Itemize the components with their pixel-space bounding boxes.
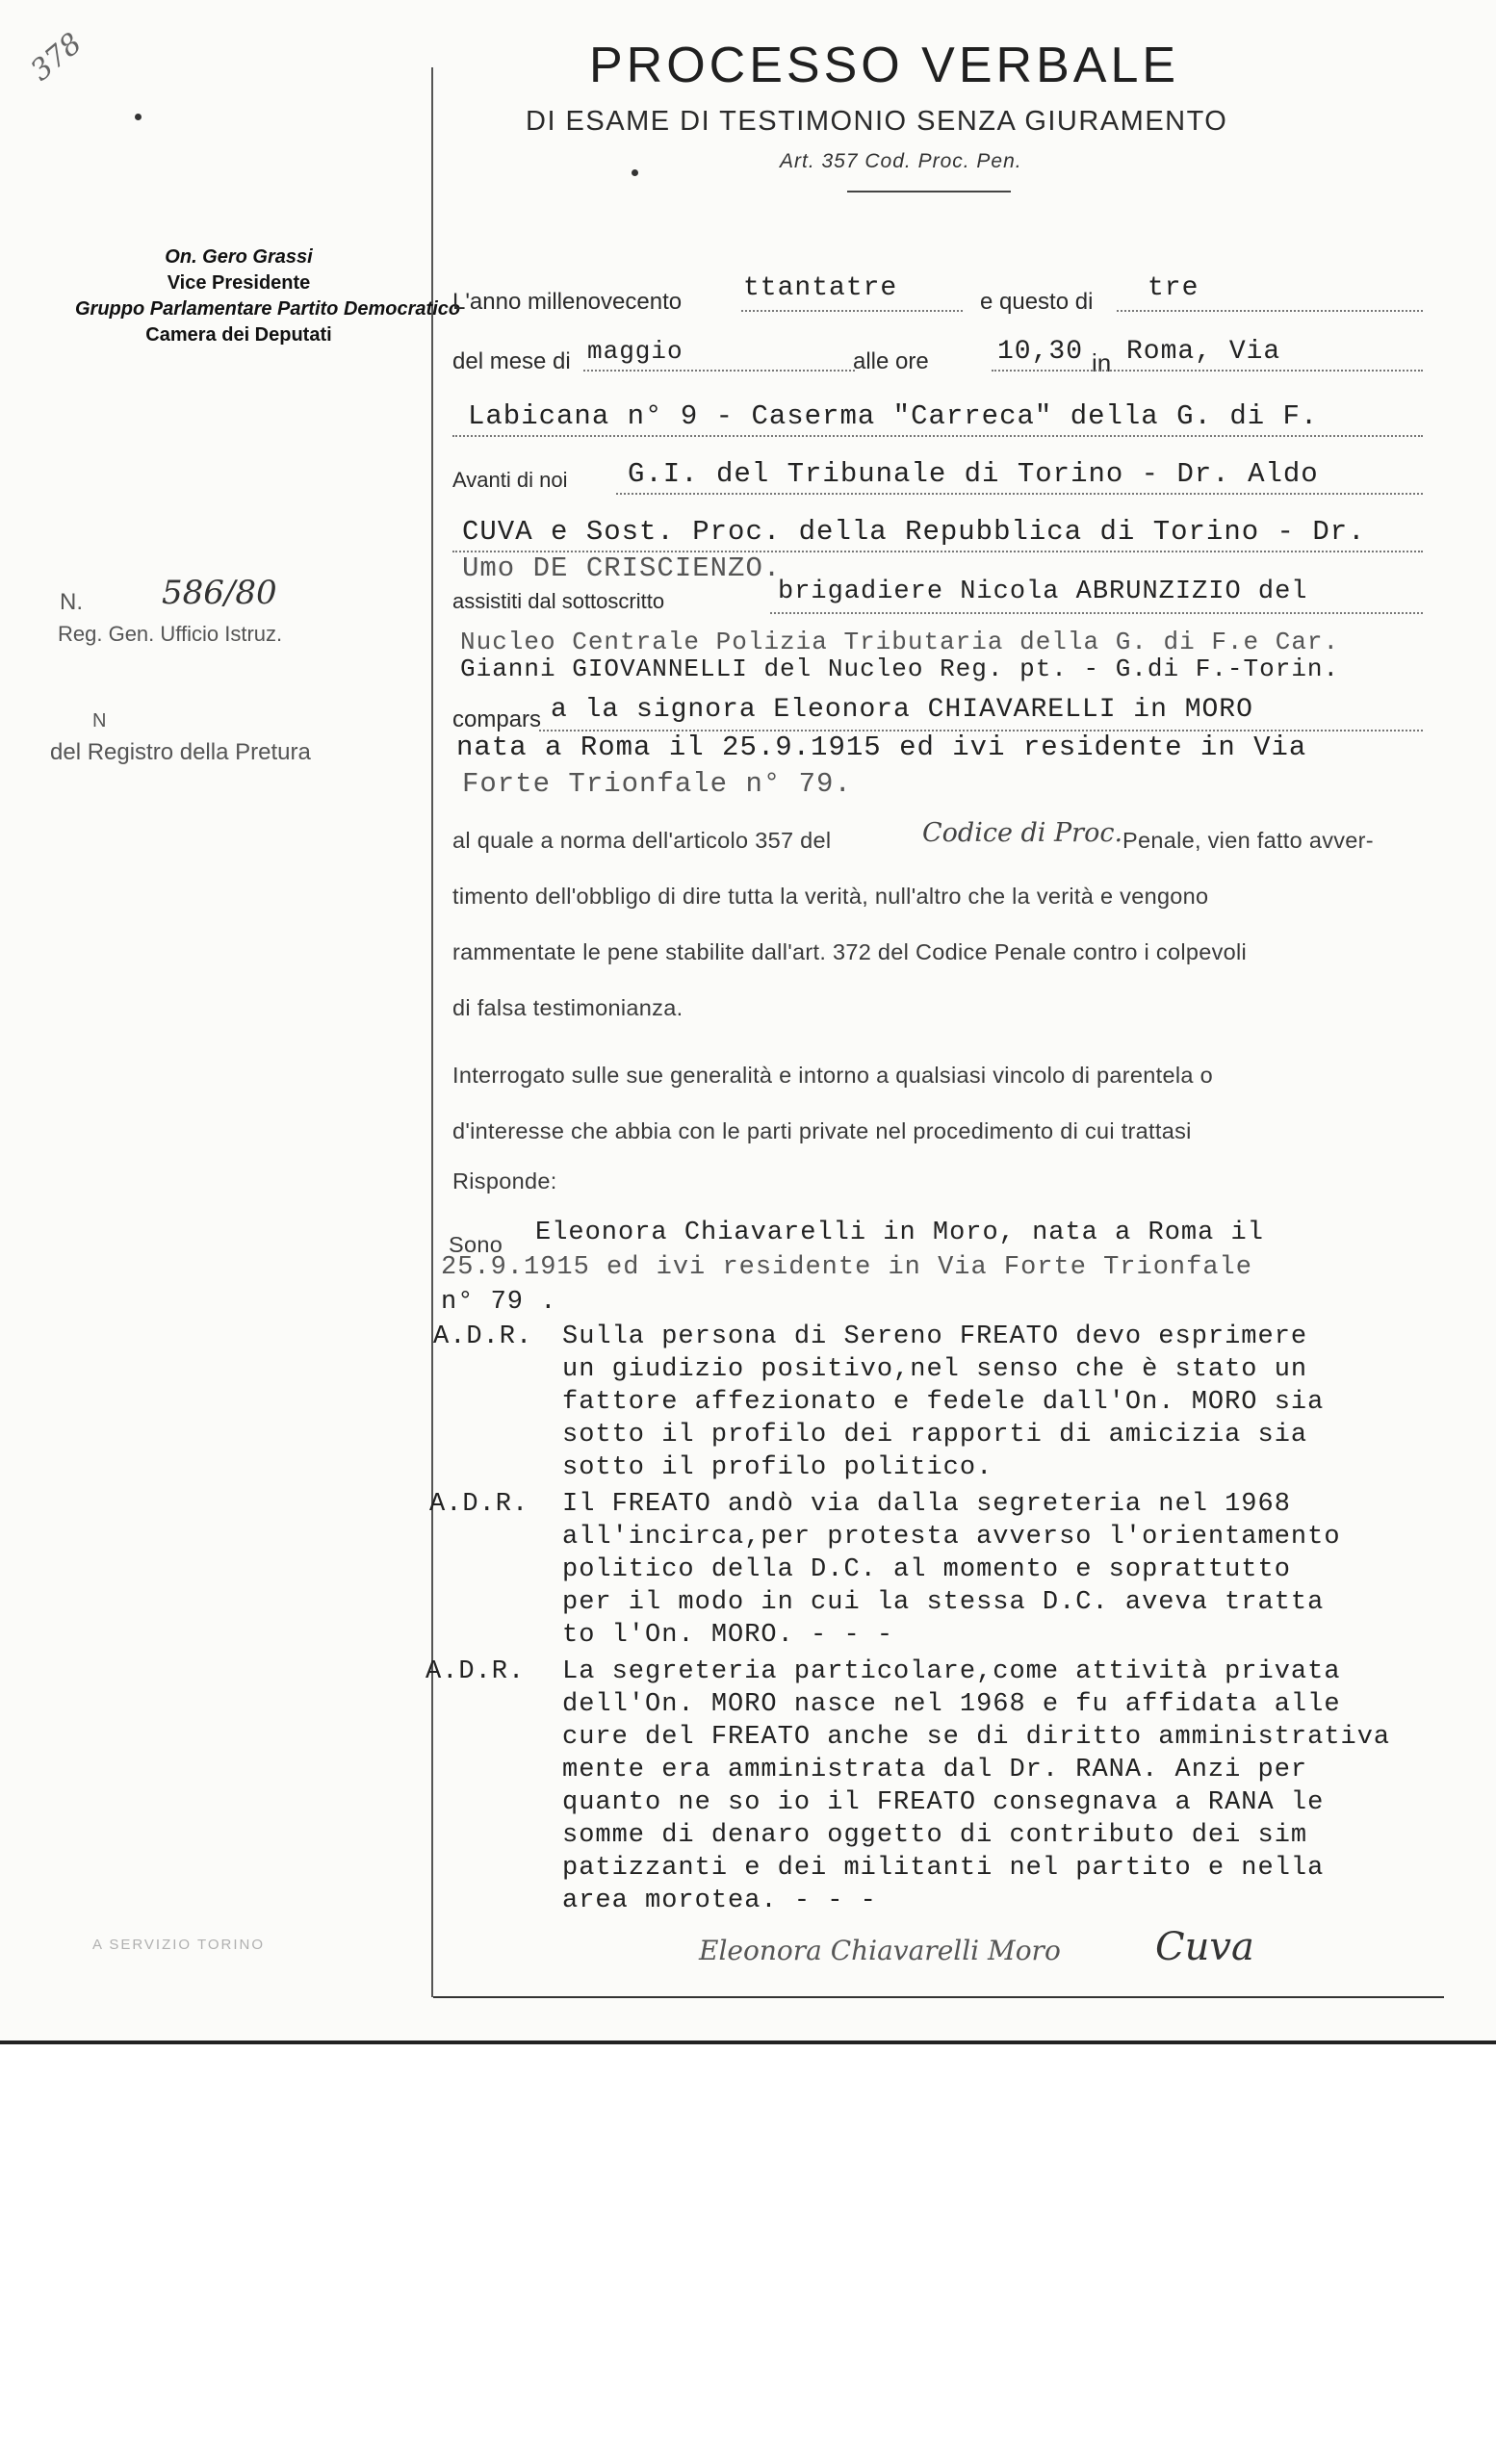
pretura-prefix: N: [92, 710, 107, 732]
intro-line-2: 25.9.1915 ed ivi residente in Via Forte Trionfale: [441, 1253, 1252, 1282]
place-label: in: [1092, 348, 1112, 377]
norm-text-3: rammentate le pene stabilite dall'art. 372 del Codice Penale contro i colpevoli: [452, 939, 1248, 964]
appeared-underline: [539, 730, 1423, 732]
assisted-value-2: Nucleo Centrale Polizia Tributaria della G. di F.e Car.: [460, 628, 1340, 656]
month-value: maggio: [587, 337, 684, 366]
intro-line-1: Eleonora Chiavarelli in Moro, nata a Roma il: [535, 1219, 1264, 1247]
adr-line: per il modo in cui la stessa D.C. aveva tratta: [562, 1588, 1325, 1617]
before-value-1: G.I. del Tribunale di Torino - Dr. Aldo: [628, 458, 1319, 490]
header-dot-mark: [632, 169, 638, 176]
before-underline-2: [452, 551, 1423, 552]
document-title: PROCESSO VERBALE: [589, 38, 1180, 93]
title-underline: [847, 191, 1011, 192]
adr-label: A.D.R.: [426, 1657, 526, 1686]
margin-footer-text: A SERVIZIO TORINO: [92, 1937, 266, 1953]
appeared-value-3: Forte Trionfale n° 79.: [462, 768, 852, 800]
adr-line: fattore affezionato e fedele dall'On. MORO sia: [562, 1388, 1325, 1417]
adr-line: La segreteria particolare,come attività privata: [562, 1657, 1341, 1686]
day-label: e questo di: [980, 289, 1094, 315]
norm-text-2: timento dell'obbligo di dire tutta la verità, null'altro che la verità e vengono: [452, 884, 1209, 909]
corner-dot-mark: [135, 114, 142, 120]
adr-line: un giudizio positivo,nel senso che è stato un: [562, 1355, 1308, 1384]
adr-line: mente era amministrata dal Dr. RANA. Anzi per: [562, 1756, 1308, 1784]
adr-line: somme di denaro oggetto di contributo dei sim: [562, 1821, 1308, 1850]
adr-line: sotto il profilo dei rapporti di amicizia sia: [562, 1421, 1308, 1450]
interrog-text-1: Interrogato sulle sue generalità e intorno a qualsiasi vincolo di parentela o: [452, 1063, 1213, 1088]
reg-prefix: N.: [60, 589, 83, 615]
stamp-group: Gruppo Parlamentare Partito Democratico: [75, 298, 461, 320]
before-label: Avanti di noi: [452, 468, 568, 492]
day-underline: [1117, 310, 1423, 312]
norm-text-1b: Penale, vien fatto avver-: [1122, 828, 1374, 853]
adr-line: cure del FREATO anche se di diritto amministrativa: [562, 1723, 1391, 1752]
adr-line: all'incirca,per protesta avverso l'orientamento: [562, 1523, 1341, 1552]
assisted-value-1: brigadiere Nicola ABRUNZIZIO del: [778, 578, 1308, 606]
adr-label: A.D.R.: [429, 1490, 529, 1519]
stamp-name: On. Gero Grassi: [165, 246, 313, 268]
stamp-role: Vice Presidente: [167, 272, 311, 294]
document-subtitle: DI ESAME DI TESTIMONIO SENZA GIURAMENTO: [526, 106, 1228, 137]
adr-line: area morotea. - - -: [562, 1886, 877, 1915]
place-value: Roma, Via: [1126, 337, 1281, 367]
intro-line-3: n° 79 .: [441, 1288, 557, 1317]
adr-line: Il FREATO andò via dalla segreteria nel 1968: [562, 1490, 1291, 1519]
adr-label: A.D.R.: [433, 1322, 533, 1351]
pretura-label: del Registro della Pretura: [50, 739, 311, 765]
norm-text-1a: al quale a norma dell'articolo 357 del: [452, 828, 832, 853]
address-underline: [452, 435, 1423, 437]
adr-line: sotto il profilo politico.: [562, 1453, 993, 1482]
article-reference: Art. 357 Cod. Proc. Pen.: [780, 150, 1022, 172]
judge-signature: Cuva: [1155, 1925, 1254, 1969]
appeared-label: compars: [452, 706, 542, 732]
reg-number: 586/80: [162, 574, 277, 612]
place-underline: [992, 370, 1423, 372]
assisted-underline: [770, 612, 1423, 614]
hour-label: alle ore: [853, 348, 929, 374]
adr-line: dell'On. MORO nasce nel 1968 e fu affidata alle: [562, 1690, 1341, 1719]
corner-mark: 378: [24, 26, 89, 89]
address-line: Labicana n° 9 - Caserma "Carreca" della G. di F.: [468, 400, 1319, 432]
month-underline: [583, 370, 855, 372]
year-value: ttantatre: [743, 273, 898, 303]
appeared-value-2: nata a Roma il 25.9.1915 ed ivi residente in Via: [456, 732, 1307, 763]
margin-divider: [431, 67, 433, 1997]
responds-label: Risponde:: [452, 1168, 557, 1194]
witness-signature: Eleonora Chiavarelli Moro: [699, 1935, 1061, 1966]
year-underline: [741, 310, 963, 312]
assisted-value-3: Gianni GIOVANNELLI del Nucleo Reg. pt. - G.di F.-Torin.: [460, 654, 1340, 683]
parliament-stamp: [75, 244, 461, 348]
hour-value: 10,30: [997, 337, 1084, 367]
before-value-3: Umo DE CRISCIENZO.: [462, 552, 782, 584]
adr-line: quanto ne so io il FREATO consegnava a RANA le: [562, 1788, 1325, 1817]
sono-label: Sono: [449, 1232, 503, 1257]
year-label: L'anno millenovecento: [452, 289, 683, 315]
assisted-label: assistiti dal sottoscritto: [452, 589, 665, 613]
month-label: del mese di: [452, 348, 571, 374]
norm-text-handwritten: Codice di Proc.: [922, 818, 1123, 848]
day-value: tre: [1148, 273, 1199, 303]
stamp-chamber: Camera dei Deputati: [145, 324, 332, 346]
before-underline-1: [616, 493, 1423, 495]
adr-line: Sulla persona di Sereno FREATO devo esprimere: [562, 1322, 1308, 1351]
adr-line: to l'On. MORO. - - -: [562, 1621, 894, 1650]
adr-line: patizzanti e dei militanti nel partito e nella: [562, 1854, 1325, 1883]
adr-line: politico della D.C. al momento e soprattutto: [562, 1555, 1291, 1584]
appeared-value-1: a la signora Eleonora CHIAVARELLI in MORO: [551, 695, 1253, 725]
reg-label: Reg. Gen. Ufficio Istruz.: [58, 622, 283, 646]
interrog-text-2: d'interesse che abbia con le parti private nel procedimento di cui trattasi: [452, 1118, 1192, 1143]
before-value-2: CUVA e Sost. Proc. della Repubblica di Torino - Dr.: [462, 516, 1366, 548]
bottom-rule: [433, 1996, 1444, 1998]
norm-text-4: di falsa testimonianza.: [452, 995, 684, 1020]
